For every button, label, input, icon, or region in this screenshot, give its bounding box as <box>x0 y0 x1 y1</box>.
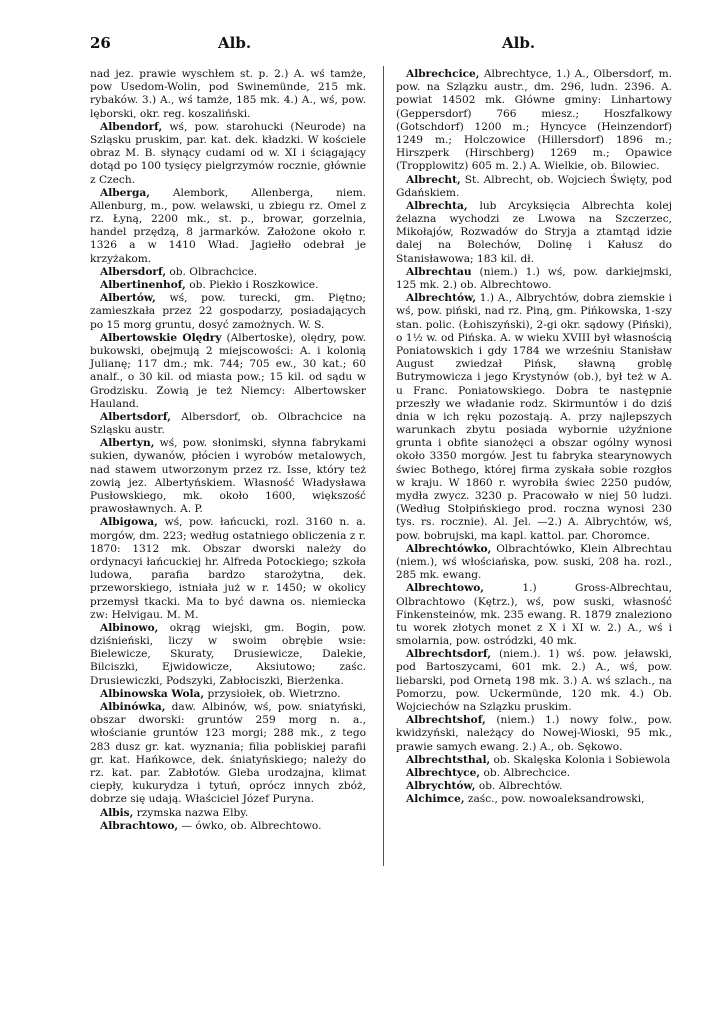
entry-headword: Albertsdorf, <box>100 410 171 423</box>
dictionary-entry <box>396 582 672 648</box>
entry-text: — ówko, ob. Albrechtowo. <box>181 819 322 832</box>
page-number: 26 <box>90 34 111 52</box>
entry-headword: Albrechtowo, <box>406 582 484 595</box>
entry-text: St. Albrecht, ob. Wojciech Święty, pod Gdańskiem. <box>396 173 672 199</box>
right-column <box>396 68 672 807</box>
entry-headword: Albrachtowo, <box>100 819 179 832</box>
entry-headword: Albrechtów, <box>406 292 477 305</box>
entry-text: nad jez. prawie wyschłem st. p. 2.) A. wś tamże, pow Usedom-Wolin, pod Swinemünde, 215 mk. rybaków. 3.) A., wś tamże, 185 mk. 4.) A., wś, pow. lęborski, okr. reg. koszaliński. <box>90 68 366 120</box>
entry-headword: Albrechtyce, <box>406 766 481 779</box>
entry-text: wś, pow. łańcucki, rozl. 3160 n. a. morgów, dm. 223; według ostatniego obliczenia z r. 1870: 1312 mk. Obszar dworski należy do ordynacyi łańcuckiej hr. Alfreda Potockiego; szkoła ludowa, parafia bardzo starożytna, dek. przeworskiego, istniała już w r. 1450; w okolicy przemysł tkacki. Ma to być dawna os. niemiecka zw: Helvigau. M. M. <box>90 516 366 621</box>
dictionary-entry <box>90 807 366 820</box>
dictionary-entry <box>396 68 672 174</box>
entry-text: 1.) Gross-Albrechtau, Olbrachtowo (Kętrz.), wś, pow suski, własność Finkensteinów, mk. 235 ewang. R. 1879 znaleziono tu worek złotych monet z X i XI w. 2.) A., wś i smolarnia, pow. ostródzki, 40 mk. <box>396 582 673 648</box>
entry-text: ob. Olbrachcice. <box>169 265 258 278</box>
entry-text: (Albertoske), olędry, pow. bukowski, obejmują 2 miejscowości: A. i kolonią Julianę; 117 dm.; mk. 744; 705 ew., 30 kat.; 60 analf., o 30 kil. od miasta pow.; 15 kil. od sądu w Grodzisku. Zowią je też Niemcy: Albertowsker Hauland. <box>90 331 366 410</box>
column-divider <box>383 66 384 866</box>
dictionary-entry <box>396 754 672 767</box>
entry-text: ob. Piekło i Roszkowice. <box>189 279 319 291</box>
entry-headword: Albinówka, <box>100 701 166 713</box>
dictionary-entry <box>396 780 672 793</box>
dictionary-entry <box>396 174 672 200</box>
dictionary-entry <box>90 701 366 807</box>
entry-text: (niem.) 1.) wś, pow. darkiejmski, 125 mk. 2.) ob. Albrechtowo. <box>396 265 672 291</box>
dictionary-entry <box>90 411 366 437</box>
dictionary-entry <box>90 516 366 622</box>
entry-text: Alembork, Allenberga, niem. Allenburg, m., pow. welawski, u zbiegu rz. Omel z rz. Łyną, 2200 mk., st. p., browar, gorzelnia, handel przędzą, 8 jarmarków. Założone około r. 1326 a w 1410 Wład. Jagiełło odebrał je krzyżakom. <box>90 186 366 265</box>
entry-text: 1.) A., Albrychtów, dobra ziemskie i wś, pow. piński, nad rz. Piną, gm. Pińkowska, 1-szy stan. polic. (Łohiszyński), 2-gi okr. sądowy (Piński), o 1½ w. od Pińska. A. w wieku XVIII był własnością Poniatowskich i gdy 1784 we wrześniu Stanisław August zwiedzał Pińsk, sławną groblę Butrymowicza i jego Krystynów (ob.), był też w A. u Franc. Poniatowskiego. Dobra te następnie przeszły we władanie rodz. Skirmuntów i do dziś dnia w ich ręku pozostają. A. przy najlepszych warunkach zbytu posiada wybornie użyźnione grunta i obfite sianożęci a obszar ogólny wynosi około 3350 morgów. Jest tu fabryka stearynowych świec Bothego, której firma zyskała sobie rozgłos w kraju. W 1860 r. wyrobiła świec 2250 pudów, mydła zwycz. 3230 p. Pracowało w niej 50 ludzi. (Według Stołpińskiego prod. roczna wynosi 230 tys. rs. rocznie). Al. Jel. —2.) A. Albrychtów, wś, pow. bobrujski, ma kapl. kattol. par. Choromce. <box>396 292 672 542</box>
dictionary-entry <box>90 279 366 292</box>
entry-text: ob. Albrechtów. <box>478 780 563 793</box>
dictionary-entry <box>396 543 672 583</box>
dictionary-entry <box>396 648 672 714</box>
dictionary-entry <box>90 688 366 701</box>
dictionary-entry <box>90 187 366 266</box>
dictionary-entry <box>396 767 672 780</box>
page-header <box>90 34 656 54</box>
entry-text: okrąg wiejski, gm. Bogin, pow. dziśnieński, liczy w swoim obrębie wsie: Bielewicze, Skuraty, Drusiewicze, Dalekie, Bilciszki, Ejwidowicze, Aksiutowo; zaśc. Drusiewiczki, Podszyki, Zabłociszki, Bierżenka. <box>90 621 366 687</box>
dictionary-entry <box>90 121 366 187</box>
entry-text: (niem.) 1.) nowy folw., pow. kwidzyński, należący do Nowej-Wioski, 95 mk., prawie samych ewang. 2.) A., ob. Sękowo. <box>396 714 672 753</box>
entry-headword: Albertinenhof, <box>100 279 186 291</box>
dictionary-entry <box>90 820 366 833</box>
entry-text: ob. Albrechcice. <box>483 766 571 779</box>
left-column <box>90 68 366 833</box>
running-head-right: Alb. <box>502 34 536 52</box>
entry-headword: Albendorf, <box>100 120 163 133</box>
entry-headword: Albertów, <box>100 292 156 305</box>
entry-text: Albrechtyce, 1.) A., Olbersdorf, m. pow. na Szlązku austr., dm. 296, ludn. 2396. A. powiat 14502 mk. Główne gminy: Linhartowy (Geppersdorf) 766 miesz.; Hoszfalkowy (Gotschdorf) 1200 m.; Hyncyce (Heinzendorf) 1249 m.; Holczowice (Hillersdorf) 1896 m.; Hirszperk (Hirschberg) 1269 m.; Opawice (Tropplowitz) 605 m. 2.) A. Wielkie, ob. Bilowiec. <box>396 68 672 173</box>
entry-headword: Albinowo, <box>100 621 159 634</box>
dictionary-entry <box>90 292 366 332</box>
entry-headword: Albis, <box>100 806 134 819</box>
entry-text: zaśc., pow. nowoaleksandrowski, <box>467 793 645 806</box>
entry-headword: Albrechtówko, <box>406 542 492 555</box>
entry-headword: Albrechtau <box>406 265 472 278</box>
entry-headword: Albrychtów, <box>406 780 476 793</box>
entry-text: wś, pow. słonimski, słynna fabrykami sukien, dywanów, płócien i wyrobów metalowych, nad stawem utworzonym przez rz. Isse, który też zowią jez. Albertyńskiem. Własność Władysława Pusłowskiego, mk. około 1600, większość prawosławnych. A. P. <box>90 437 366 516</box>
dictionary-entry <box>90 68 366 121</box>
dictionary-entry <box>90 437 366 516</box>
entry-text: przysiołek, ob. Wietrzno. <box>207 687 341 700</box>
entry-text: (niem.). 1) wś. pow. jeławski, pod Bartoszycami, 601 mk. 2.) A., wś, pow. liebarski, pod Ornetą 198 mk. 3.) A. wś szlach., na Pomorzu, pow. Uckermünde, 120 mk. 4.) Ob. Wojciechów na Szlązku pruskim. <box>396 648 672 713</box>
dictionary-entry <box>396 793 672 806</box>
entry-headword: Albigowa, <box>100 516 158 529</box>
entry-headword: Albrecht, <box>406 173 461 186</box>
entry-headword: Albinowska Wola, <box>100 687 205 700</box>
entry-headword: Albrechtshof, <box>406 714 486 727</box>
entry-text: rzymska nazwa Elby. <box>136 806 249 819</box>
entry-headword: Albrechtsdorf, <box>406 648 492 661</box>
dictionary-entry <box>396 266 672 292</box>
dictionary-entry <box>396 292 672 543</box>
entry-headword: Alchimce, <box>406 793 465 806</box>
entry-headword: Albertowskie Olędry <box>100 331 222 344</box>
entry-text: wś, pow. turecki, gm. Piętno; zamieszkała przez 22 gospodarzy, posiadających po 15 morg gruntu, dosyć zamożnych. W. S. <box>90 292 366 331</box>
dictionary-entry <box>90 266 366 279</box>
dictionary-entry <box>396 714 672 754</box>
entry-text: ob. Skalęska Kolonia i Sobiewola <box>493 753 671 766</box>
entry-headword: Albersdorf, <box>100 265 167 278</box>
entry-headword: Albrechta, <box>406 199 468 212</box>
entry-text: daw. Albinów, wś, pow. sniatyński, obszar dworski: gruntów 259 morg n. a., włościanie gruntów 123 morgi; 288 mk., z tego 283 dusz gr. kat. wyznania; filia pobliskiej parafii gr. kat. Hańkowce, dek. śniatyńskiego; należy do rz. kat. par. Zabłotów. Gleba urodzajna, klimat ciepły, kukurydza i tytuń, oprócz innych zbóż, dobrze się udają. Właściciel Józef Puryna. <box>90 701 366 806</box>
entry-text: lub Arcyksięcia Albrechta kolej żelazna wychodzi ze Lwowa na Szczerzec, Mikołajów, Rozwadów do Stryja a ztamtąd idzie dalej na Bolechów, Dolinę i Kałusz do Stanisławowa; 183 kil. dł. <box>396 199 672 265</box>
dictionary-entry <box>90 622 366 688</box>
entry-text: Albersdorf, ob. Olbrachcice na Szląsku austr. <box>90 410 366 437</box>
entry-headword: Albrechcice, <box>406 68 480 80</box>
running-head-left: Alb. <box>218 34 252 52</box>
dictionary-entry <box>90 332 366 411</box>
entry-text: wś, pow. starohucki (Neurode) na Szląsku pruskim, par. kat. dek. kładzki. W kościele obraz M. B. słynący cudami od w. XI i ściągający dotąd po 100 tysięcy pielgrzymów rocznie, głównie z Czech. <box>90 120 366 186</box>
entry-headword: Albrechtsthal, <box>406 753 491 766</box>
entry-headword: Albertyn, <box>100 437 155 450</box>
entry-headword: Alberga, <box>100 186 150 199</box>
dictionary-entry <box>396 200 672 266</box>
entry-text: Olbrachtówko, Klein Albrechtau (niem.), wś włościańska, pow. suski, 208 ha. rozl., 285 mk. ewang. <box>396 542 672 582</box>
